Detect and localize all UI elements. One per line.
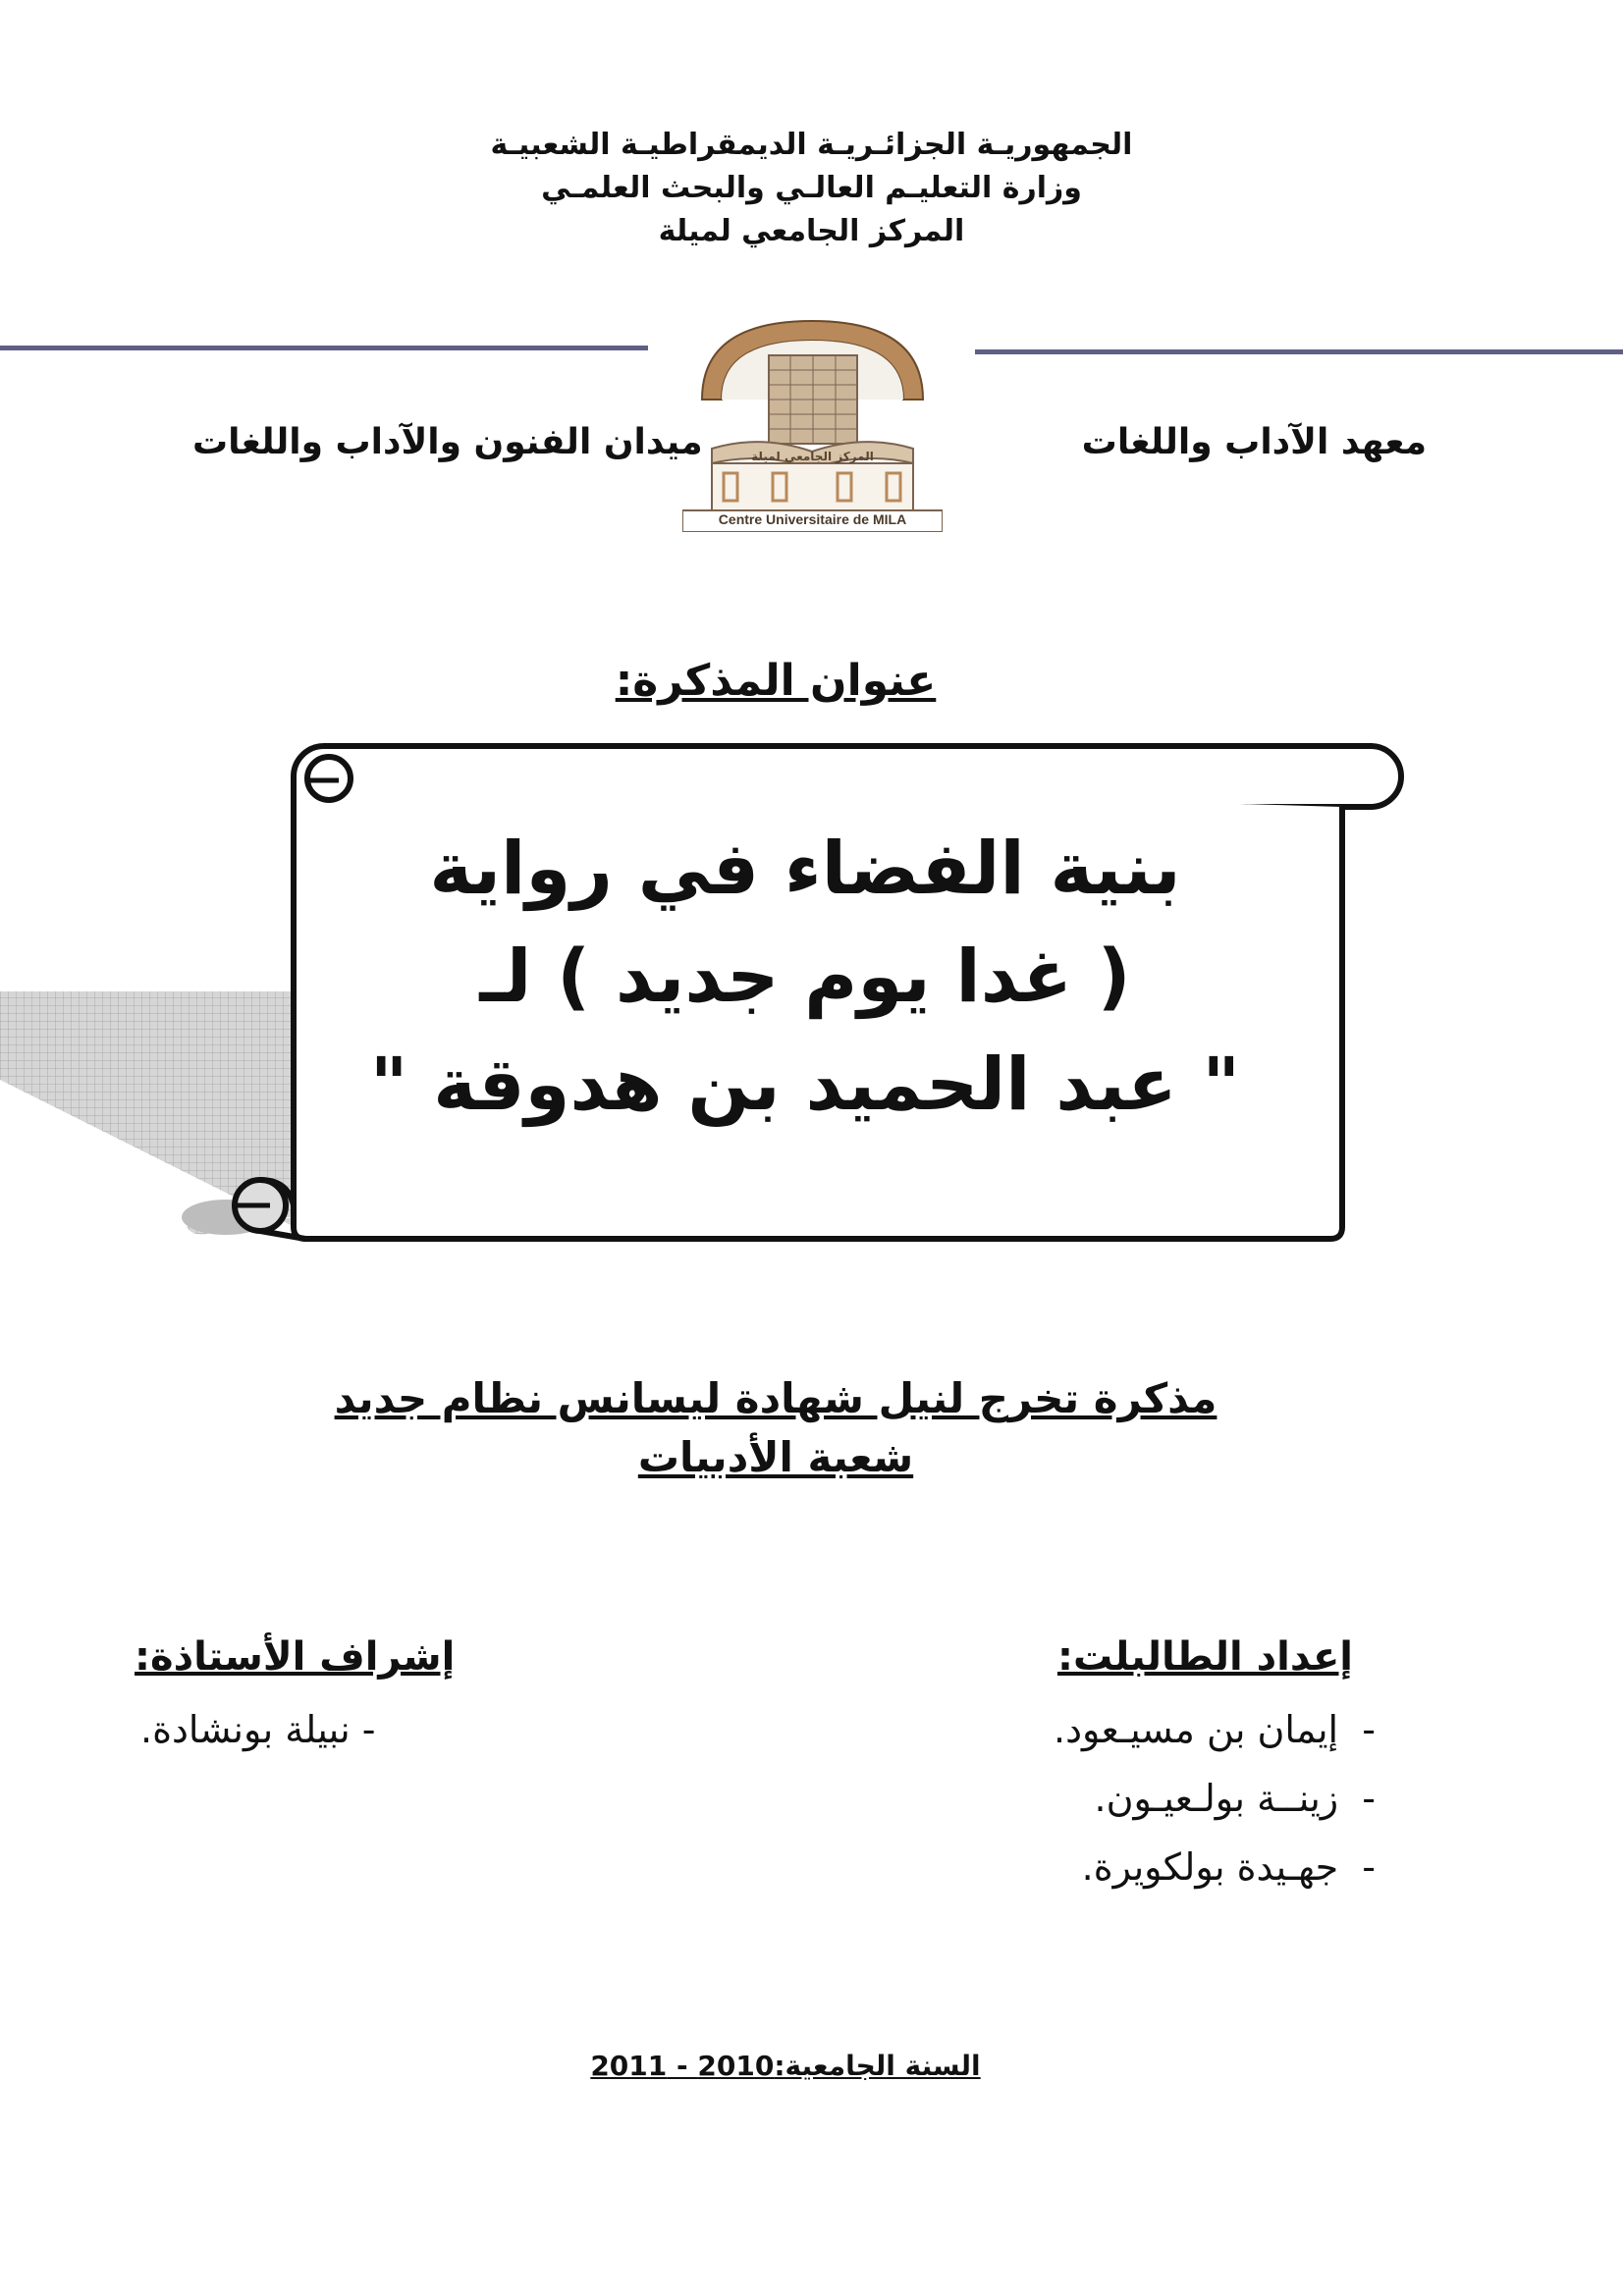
university-logo [682, 316, 943, 532]
academic-year: السنة الجامعية:2010 - 2011 [590, 2050, 981, 2082]
memo-title-label: عنوان المذكرة: [615, 656, 937, 706]
logo-caption: Centre Universitaire de MILA [718, 511, 907, 527]
university-name: المركز الجامعي لميلة [658, 214, 965, 248]
specialty-line: شعبة الأدبيات [637, 1433, 914, 1481]
student-name-3: - جهـيدة بولكويرة. [1081, 1845, 1376, 1889]
students-heading: إعداد الطالبلت: [1056, 1634, 1353, 1680]
supervisor-heading: إشراف الأستاذة: [135, 1634, 456, 1680]
degree-line: مذكرة تخرج لنيل شهادة ليسانس نظام جديد [334, 1374, 1217, 1422]
right-header-rule [975, 349, 1623, 354]
domain-label: ميدان الفنون والآداب واللغات [192, 422, 703, 462]
student-name-1: - إيمان بن مسيـعود. [1054, 1708, 1376, 1751]
left-header-rule [0, 346, 648, 350]
thesis-title-line-3: " عبد الحميد بن هدوقة " [369, 1042, 1241, 1127]
republic-name: الجمهوريـة الجزائـريـة الديمقراطيـة الشعبيـة [490, 128, 1133, 162]
logo-arabic-caption: المركز الجامعي لميلة [751, 450, 874, 463]
ministry-name: وزارة التعليـم العالـي والبحث العلمـي [541, 171, 1082, 205]
thesis-title-line-1: بنية الفضاء في رواية [429, 827, 1181, 911]
student-name-2: - زينــة بولـعيـون. [1094, 1777, 1376, 1820]
supervisor-name: - نبيلة بونشادة. [140, 1708, 376, 1751]
thesis-title-line-2: ( غدا يوم جديد ) لـ [479, 934, 1131, 1019]
institute-label: معهد الآداب واللغات [1081, 422, 1427, 462]
